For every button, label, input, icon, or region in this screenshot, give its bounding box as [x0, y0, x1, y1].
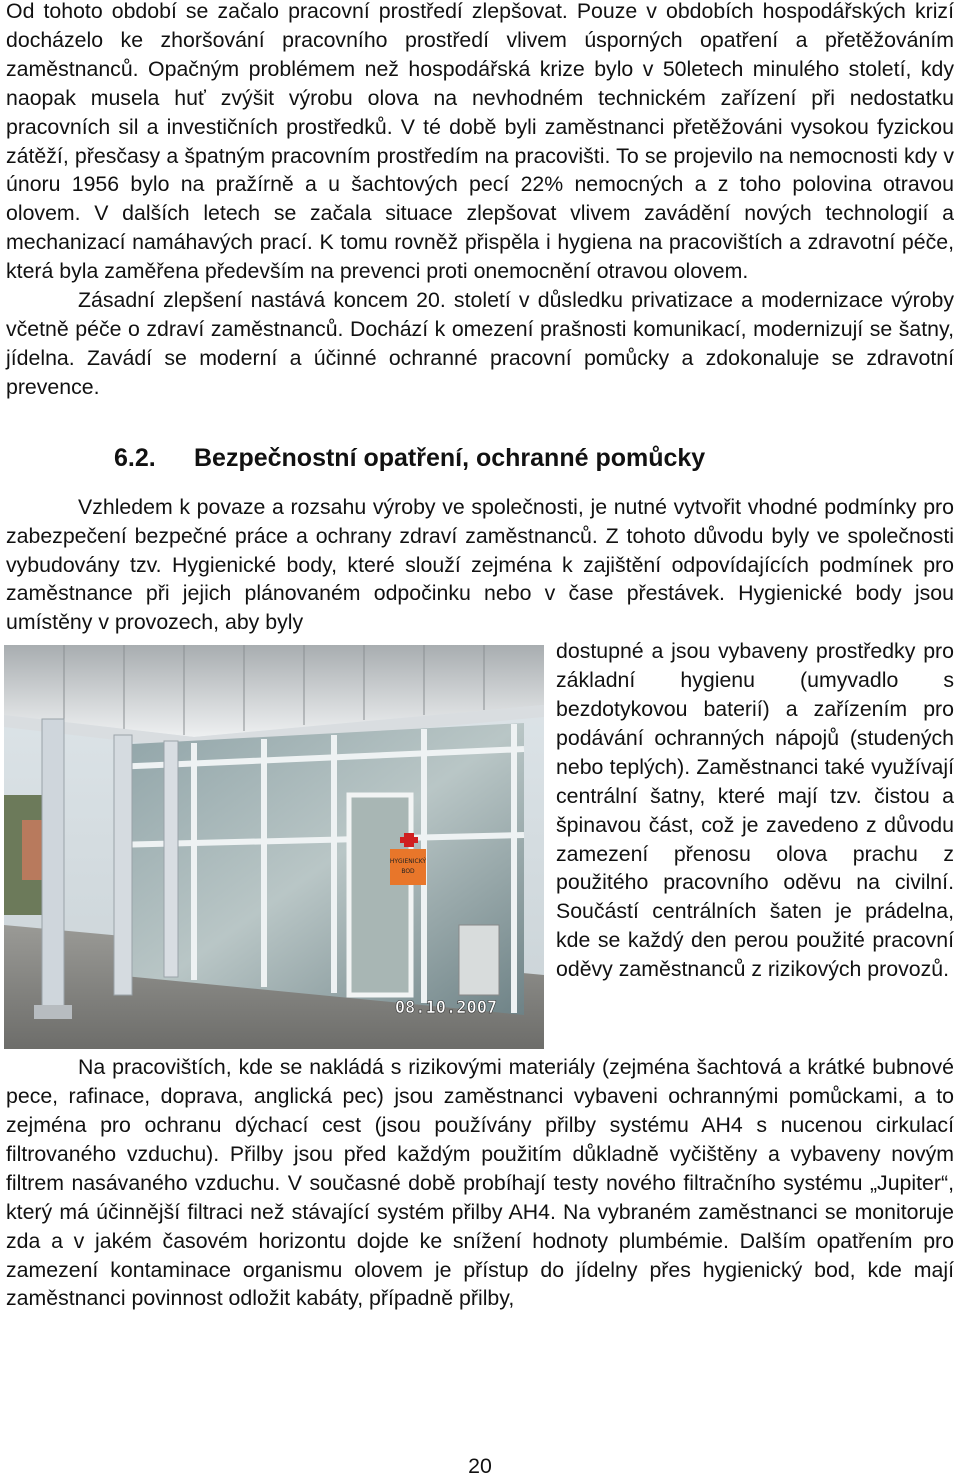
- photo-column-1: [42, 719, 64, 1015]
- section-title: Bezpečnostní opatření, ochranné pomůcky: [194, 443, 706, 472]
- photo-sign-text: HYGIENICKÝ: [389, 858, 427, 866]
- photo-illustration: [4, 645, 544, 1049]
- photo-dispenser: [459, 925, 499, 995]
- photo-sign: [390, 849, 426, 885]
- photo-column-3: [164, 741, 178, 977]
- photo-sign-text-2: BOD: [401, 868, 415, 876]
- paragraph-major-improvement: Zásadní zlepšení nastává koncem 20. století v důsledku privatizace a modernizace výroby včetně péče o zdraví zaměstnanců. Dochází k omezení prašnosti komunikací, modernizují se šatny, jídelna. Zavádí se moderní a účinné ochranné pracovní pomůcky a zdokonaluje se zdravotní prevence.: [6, 288, 954, 399]
- paragraph-history-conditions: Od tohoto období se začalo pracovní prostředí zlepšovat. Pouze v obdobích hospodářských krizí docházelo ke zhoršování pracovního prostředí vlivem úsporných opatření a přetěžováním zaměstnanců. Opačným problémem než hospodářská krize bylo v 50letech minulého století, kdy naopak musela huť zvýšit výrobu olova na nevhodném technickém zařízení při nedostatku pracovních sil a investičních prostředků. V té době byli zaměstnanci přetěžováni vysokou fyzickou zátěží, přesčasy a špatným pracovním prostředím na pracovišti. To se projevilo na nemocnosti kdy v únoru 1956 bylo na pražírně a u šachtových pecí 22% nemocných a z toho polovina otravou olovem. V dalších letech se začala situace zlepšovat vlivem zavádění nových technologií a mechanizací namáhavých prací. K tomu rovněž přispěla i hygiena na pracovištích a zdravotní péče, která byla zaměřena především na prevenci proti onemocnění otravou olovem.: [6, 0, 954, 284]
- photo-column-base: [34, 1005, 72, 1019]
- page-number: 20: [468, 1454, 492, 1478]
- paragraph-hygiene-points-continued: dostupné a jsou vybaveny prostředky pro základní hygienu (umyvadlo s bezdotykovou baterií) a zařízením pro podávání ochranných nápojů (studených nebo teplých). Zaměstnanci také využívají centrální šatny, které mají tzv. čistou a špinavou část, což je zavedeno z důvodu zamezení přenosu olova prachu z použitého pracovního oděvu na civilní. Součástí centrálních šaten je prádelna, kde se každý den perou použité pracovní oděvy zaměstnanců z rizikových provozů.: [556, 639, 954, 982]
- photo-column-2: [114, 735, 132, 995]
- section-number: 6.2.: [114, 443, 156, 472]
- paragraph-hygiene-points-intro: Vzhledem k povaze a rozsahu výroby ve společnosti, je nutné vytvořit vhodné podmínky pro zabezpečení bezpečné práce a ochrany zdraví zaměstnanců. Z tohoto důvodu byly ve společnosti vybudovány tzv. Hygienické body, které slouží zejména k zajištění odpovídajících podmínek pro zaměstnance při jejich plánovaném odpočinku nebo v čase přestávek. Hygienické body jsou umístěny v provozech, aby byly: [6, 494, 954, 635]
- photo-date-stamp: 08.10.2007: [394, 998, 498, 1019]
- hygiene-point-photo: [4, 645, 544, 1049]
- paragraph-protective-equipment: Na pracovištích, kde se nakládá s rizikovými materiály (zejména šachtová a krátké bubnové pece, rafinace, doprava, anglická pec) jsou zaměstnanci vybaveni ochrannými pomůckami, a to zejména pro ochranu dýchací cest (jsou používány přilby systému AH4 s nucenou cirkulací filtrovaného vzduchu). Přilby jsou před každým použitím důkladně vyčištěny a vybaveny novým filtrem nasávaného vzduchu. V současné době probíhají testy nového filtračního systému „Jupiter“, který má účinnější filtraci než stávající systém přilby AH4. Na vybraném zaměstnanci se monitoruje zda a v jakém časovém horizontu dojde ke snížení hodnoty plumbémie. Dalším opatřením pro zamezení kontaminace organismu olovem je přístup do jídelny přes hygienický bod, kde mají zaměstnanci povinnost odložit kabáty, případně přilby,: [6, 1055, 954, 1311]
- section-heading: [6, 438, 954, 478]
- document-page: [6, 0, 954, 1313]
- photo-door: [349, 795, 411, 995]
